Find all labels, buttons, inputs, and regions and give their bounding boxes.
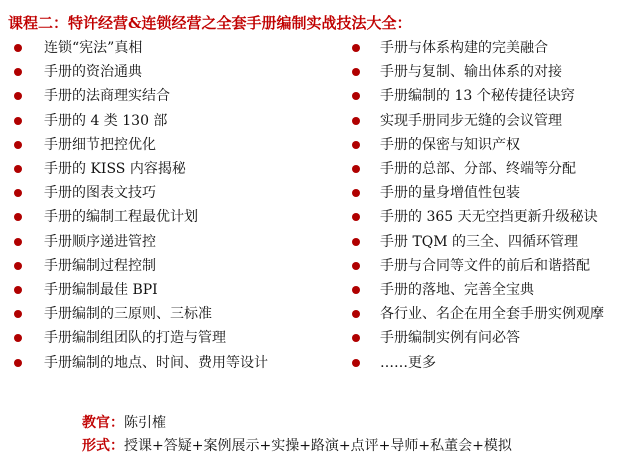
list-item bbox=[350, 157, 642, 181]
bullet-dot-icon bbox=[352, 262, 360, 270]
bullet-dot-icon bbox=[14, 117, 22, 125]
list-item bbox=[350, 205, 642, 229]
list-item-text: 手册的总部、分部、终端等分配 bbox=[380, 161, 576, 178]
bullet-dot-icon bbox=[352, 286, 360, 294]
list-item-text: 手册的 KISS 内容揭秘 bbox=[44, 161, 186, 178]
list-item-text: 手册的保密与知识产权 bbox=[380, 136, 520, 153]
list-item-text: 手册的图表文技巧 bbox=[44, 185, 156, 202]
list-item bbox=[12, 133, 342, 157]
bullet-dot-icon bbox=[352, 165, 360, 173]
list-item-text: 各行业、名企在用全套手册实例观摩 bbox=[380, 306, 604, 323]
bullet-dot-icon bbox=[14, 141, 22, 149]
list-item bbox=[350, 109, 642, 133]
list-item bbox=[350, 133, 642, 157]
list-item-text: 手册的落地、完善全宝典 bbox=[380, 281, 534, 298]
list-item-text: 手册的 365 天无空挡更新升级秘诀 bbox=[380, 209, 598, 226]
instructor-line bbox=[82, 412, 166, 432]
list-item bbox=[350, 326, 642, 350]
list-item-text: 实现手册同步无缝的会议管理 bbox=[380, 112, 562, 129]
list-item-text: 手册编制最佳 BPI bbox=[44, 281, 158, 298]
bullet-dot-icon bbox=[14, 359, 22, 367]
bullet-dot-icon bbox=[352, 44, 360, 52]
bullet-dot-icon bbox=[352, 359, 360, 367]
list-item bbox=[350, 350, 642, 374]
list-item-text: 手册的 4 类 130 部 bbox=[44, 112, 168, 129]
list-item-text: 手册的法商理实结合 bbox=[44, 88, 170, 105]
list-item bbox=[350, 36, 642, 60]
list-item bbox=[12, 109, 342, 133]
list-item bbox=[350, 181, 642, 205]
list-item bbox=[350, 254, 642, 278]
list-item bbox=[350, 84, 642, 108]
bullet-dot-icon bbox=[352, 310, 360, 318]
list-item bbox=[12, 326, 342, 350]
list-item bbox=[12, 84, 342, 108]
format-value: 授课+答疑+案例展示+实操+路演+点评+导师+私董会+模拟 bbox=[124, 438, 512, 454]
list-item-text: 手册编制的三原则、三标准 bbox=[44, 306, 212, 323]
bullet-dot-icon bbox=[14, 189, 22, 197]
list-item bbox=[12, 302, 342, 326]
bullet-dot-icon bbox=[352, 92, 360, 100]
list-item bbox=[12, 350, 342, 374]
list-item-text: 手册编制的 13 个秘传捷径诀窍 bbox=[380, 88, 575, 105]
bullet-dot-icon bbox=[14, 68, 22, 76]
bullet-dot-icon bbox=[352, 189, 360, 197]
list-item bbox=[350, 60, 642, 84]
list-item-text: 手册编制组团队的打造与管理 bbox=[44, 330, 226, 347]
list-item bbox=[12, 254, 342, 278]
bullet-dot-icon bbox=[14, 213, 22, 221]
list-item-text: 手册与复制、输出体系的对接 bbox=[380, 64, 562, 81]
bullet-dot-icon bbox=[352, 68, 360, 76]
bullet-dot-icon bbox=[14, 44, 22, 52]
bullet-dot-icon bbox=[14, 262, 22, 270]
list-item bbox=[350, 302, 642, 326]
bullet-dot-icon bbox=[14, 286, 22, 294]
right-item-list bbox=[350, 36, 642, 375]
list-item-text: 连锁“宪法”真相 bbox=[44, 40, 143, 57]
list-item-text: 手册编制实例有问必答 bbox=[380, 330, 520, 347]
list-item-text: 手册 TQM 的三全、四循环管理 bbox=[380, 233, 579, 250]
list-item bbox=[12, 205, 342, 229]
list-item-text: 手册的量身增值性包装 bbox=[380, 185, 520, 202]
bullet-dot-icon bbox=[14, 165, 22, 173]
list-item-text: 手册编制过程控制 bbox=[44, 257, 156, 274]
list-item bbox=[12, 36, 342, 60]
bullet-dot-icon bbox=[14, 334, 22, 342]
list-item-text: 手册顺序递进管控 bbox=[44, 233, 156, 250]
list-item-text: 手册的编制工程最优计划 bbox=[44, 209, 198, 226]
bullet-dot-icon bbox=[352, 238, 360, 246]
instructor-name: 陈引榷 bbox=[124, 415, 166, 431]
list-item bbox=[12, 157, 342, 181]
page-title: 课程二：特许经营&连锁经营之全套手册编制实战技法大全： bbox=[8, 14, 412, 32]
list-item-text: ……更多 bbox=[380, 354, 436, 371]
list-item bbox=[12, 230, 342, 254]
list-item-text: 手册编制的地点、时间、费用等设计 bbox=[44, 354, 268, 371]
list-item-text: 手册与合同等文件的前后和谐搭配 bbox=[380, 257, 590, 274]
list-item bbox=[12, 60, 342, 84]
format-line bbox=[82, 435, 512, 455]
list-item bbox=[12, 278, 342, 302]
list-item-text: 手册与体系构建的完美融合 bbox=[380, 40, 548, 57]
list-item-text: 手册细节把控优化 bbox=[44, 136, 156, 153]
list-item bbox=[350, 278, 642, 302]
format-label: 形式： bbox=[82, 438, 124, 454]
left-item-list bbox=[12, 36, 342, 375]
bullet-dot-icon bbox=[352, 117, 360, 125]
list-item bbox=[350, 230, 642, 254]
instructor-label: 教官： bbox=[82, 415, 124, 431]
bullet-dot-icon bbox=[14, 310, 22, 318]
bullet-dot-icon bbox=[352, 334, 360, 342]
bullet-dot-icon bbox=[14, 238, 22, 246]
bullet-dot-icon bbox=[352, 213, 360, 221]
bullet-dot-icon bbox=[352, 141, 360, 149]
list-item-text: 手册的资治通典 bbox=[44, 64, 142, 81]
list-item bbox=[12, 181, 342, 205]
bullet-dot-icon bbox=[14, 92, 22, 100]
